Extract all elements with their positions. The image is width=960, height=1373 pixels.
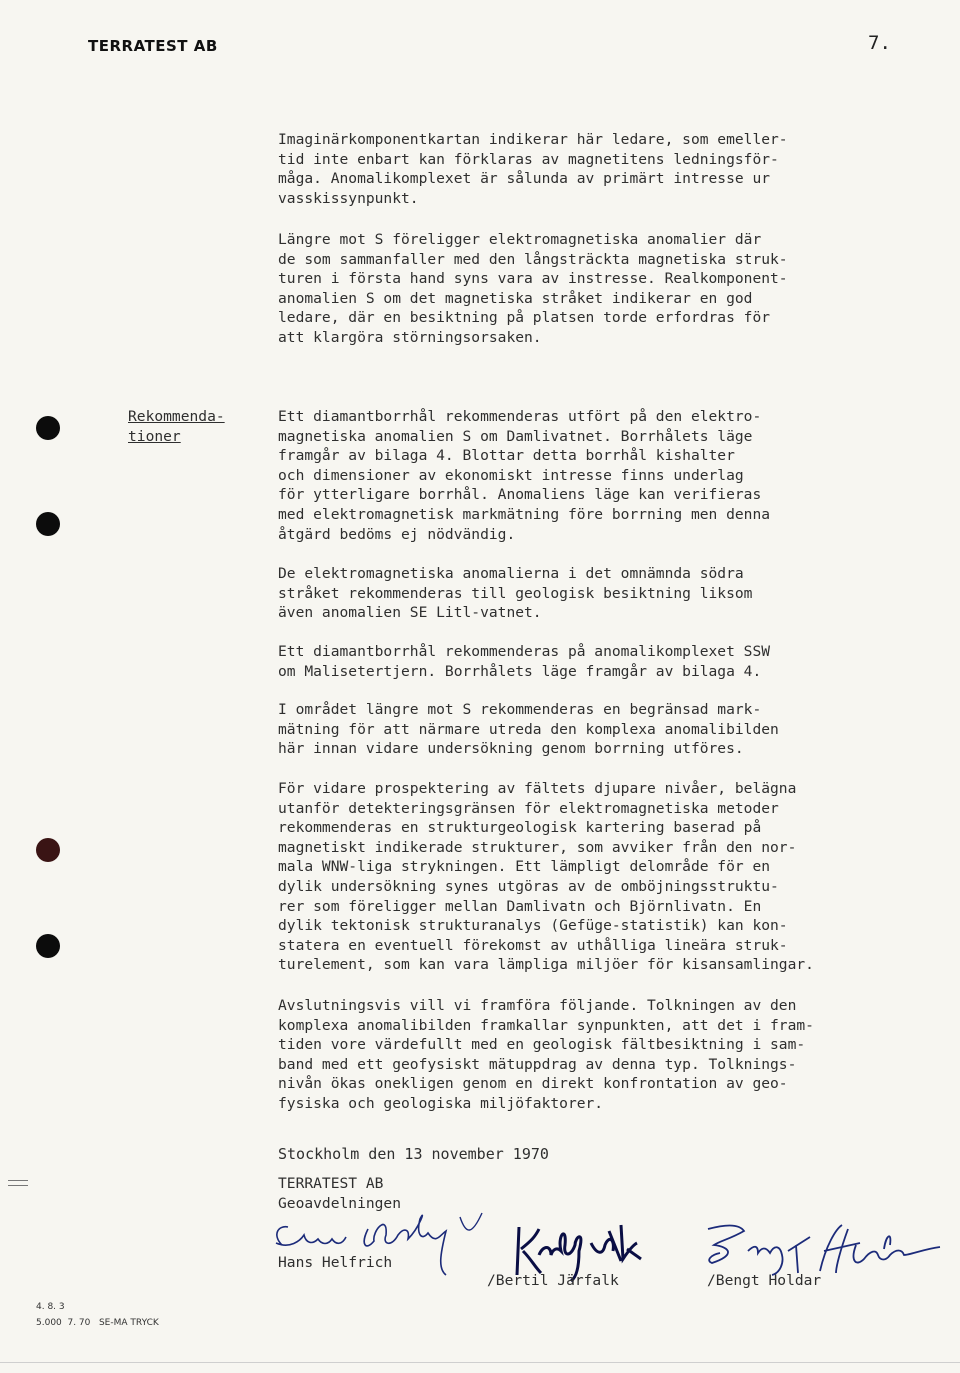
page-edge-line	[0, 1362, 960, 1363]
paragraph-structural-mapping: För vidare prospektering av fältets djupare nivåer, belägna utanför detekteringsgränsen för elektromagnetiska metoder rekommenderas en strukturgeologisk kartering baserad på magnetiskt indikerade strukturer, som avviker från den nor- mala WNW-liga strykningen. Ett lämpligt delområde för en dylik undersökning synes utgöras av de omböjningsstruktu- rer som föreligger mellan Damlivatn och Björnlivatn. En dylik tektonisk strukturanalys (Gefüge-statistik) kan kon- statera en eventuell förekomst av uthålliga lineära struk- turelement, som kan vara lämpliga miljöer för kisansamlingar.	[278, 780, 814, 974]
signatory-name-helfrich: Hans Helfrich	[278, 1254, 393, 1271]
paragraph-southern-anomalies: Längre mot S föreligger elektromagnetiska anomalier där de som sammanfaller med den långsträckta magnetiska struk- turen i första hand syns vara av instresse. Realkomponent- anomalien S om det magnetiska stråket indikerar en god ledare, där en besiktning på platsen torde erfordras för att klargöra störningsorsaken.	[278, 231, 788, 346]
fold-mark	[8, 1185, 28, 1186]
print-code-line-2: 5.000 7. 70 SE-MA TRYCK	[36, 1318, 159, 1328]
fold-mark	[8, 1180, 28, 1181]
punch-hole	[36, 416, 60, 440]
punch-hole	[36, 512, 60, 536]
closing-company: TERRATEST AB	[278, 1175, 384, 1192]
paragraph-imaginary-component: Imaginärkomponentkartan indikerar här ledare, som emeller- tid inte enbart kan förklaras av magnetitens ledningsför- måga. Anomalikomplexet är sålunda av primärt intresse ur vasskissynpunkt.	[278, 131, 788, 207]
place-and-date: Stockholm den 13 november 1970	[278, 1145, 549, 1163]
paragraph-geological-inspection: De elektromagnetiska anomalierna i det omnämnda södra stråket rekommenderas till geologisk besiktning liksom även anomalien SE Litl-vatnet.	[278, 565, 753, 622]
company-letterhead: TERRATEST AB	[88, 37, 218, 55]
section-heading-recommendations: Rekommenda- tioner	[128, 408, 225, 445]
closing-department: Geoavdelningen	[278, 1195, 402, 1212]
punch-hole	[36, 838, 60, 862]
print-code-line-1: 4. 8. 3	[36, 1302, 65, 1312]
page-number: 7.	[868, 32, 891, 54]
paragraph-conclusion: Avslutningsvis vill vi framföra följande. Tolkningen av den komplexa anomalibilden framkallar synpunkten, att det i fram- tiden vore värdefullt med en geologisk fältbesiktning i sam- band med ett geofysiskt mätuppdrag av denna typ. Tolknings- nivån ökas onekligen genom en direkt konfrontation av geo- fysiska och geologiska miljöfaktorer.	[278, 997, 814, 1112]
paragraph-drill-hole-ssw: Ett diamantborrhål rekommenderas på anomalikomplexet SSW om Malisetertjern. Borrhålets läge framgår av bilaga 4.	[278, 643, 771, 680]
paragraph-drill-hole-recommendation: Ett diamantborrhål rekommenderas utfört på den elektro- magnetiska anomalien S om Damlivatnet. Borrhålets läge framgår av bilaga 4. Blottar detta borrhål kishalter och dimensioner av ekonomiskt intresse finns underlag för ytterligare borrhål. Anomaliens läge kan verifieras med elektromagnetisk markmätning före borrning men denna åtgärd bedöms ej nödvändig.	[278, 408, 771, 543]
punch-hole	[36, 934, 60, 958]
signatory-name-holdar: /Bengt Holdar	[707, 1272, 822, 1289]
signatory-name-jarfalk: /Bertil Järfalk	[487, 1272, 619, 1289]
paragraph-ground-survey: I området längre mot S rekommenderas en begränsad mark- mätning för att närmare utreda den komplexa anomalibilden här innan vidare undersökning genom borrning utföres.	[278, 701, 779, 758]
